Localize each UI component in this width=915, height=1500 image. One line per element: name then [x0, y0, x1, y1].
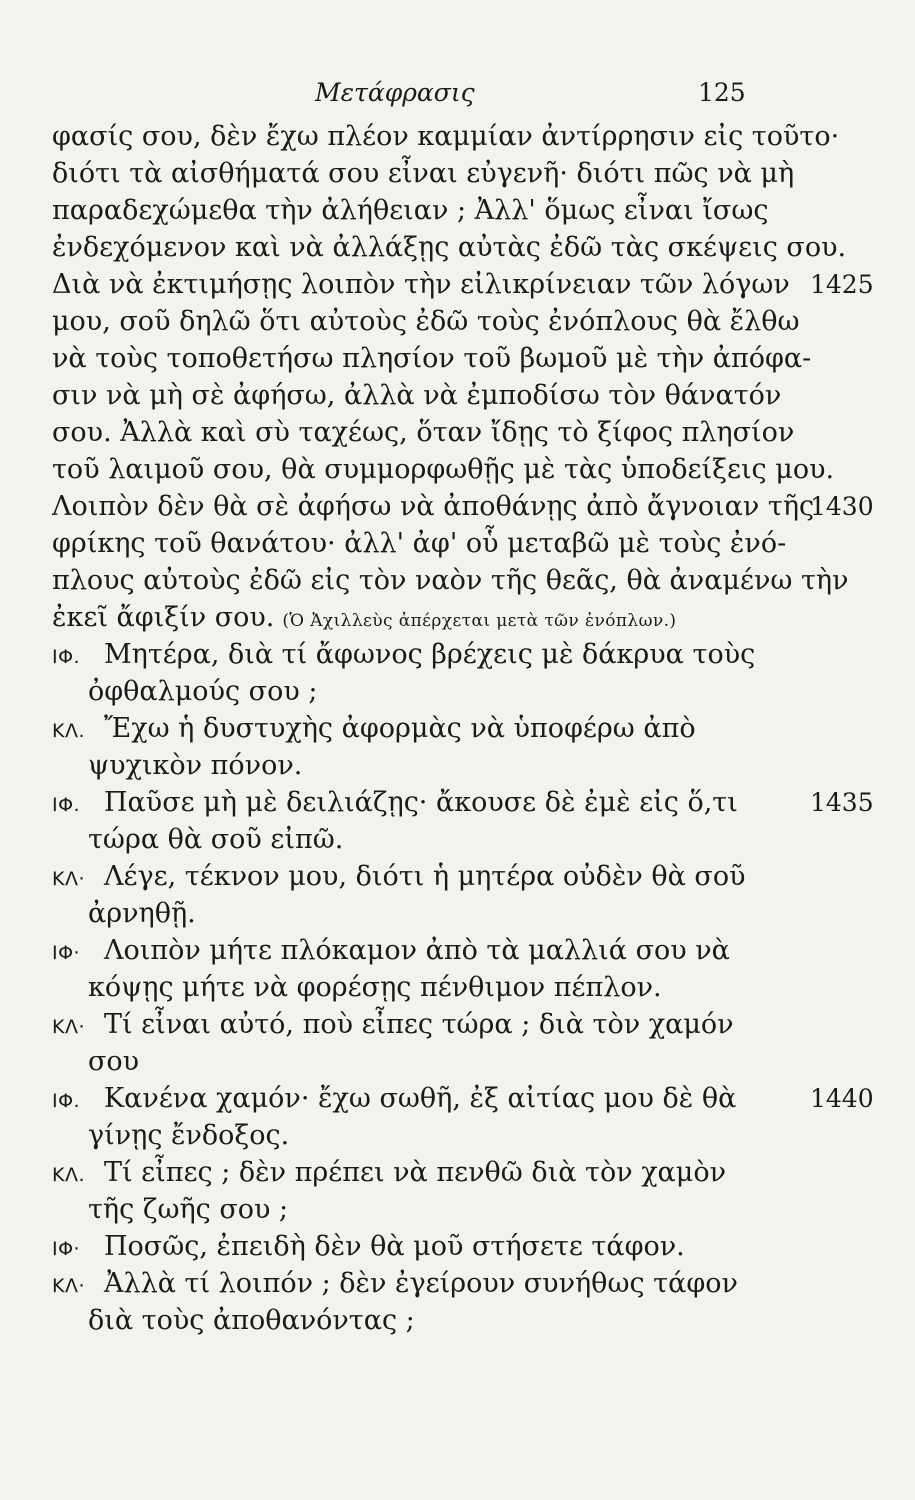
text-line — [52, 1006, 772, 1043]
line-text: τώρα θὰ σοῦ εἰπῶ. — [88, 824, 344, 855]
text-line — [52, 303, 800, 340]
speaker-label: ΚΛ· — [52, 1016, 85, 1038]
text-body — [52, 118, 874, 1339]
speaker-label: ΙΦ. — [52, 646, 81, 668]
text-line — [52, 895, 772, 932]
text-line — [52, 1191, 772, 1228]
page-header — [0, 78, 915, 118]
stage-direction: (Ὁ Ἀχιλλεὺς ἀπέρχεται μετὰ τῶν ἐνόπλων.) — [282, 611, 677, 631]
text-line — [52, 525, 787, 562]
line-text: Κανένα χαμόν· ἔχω σωθῆ, ἐξ αἰτίας μου δὲ θὰ — [104, 1083, 737, 1114]
line-text: μου, σοῦ δηλῶ ὅτι αὐτοὺς ἐδῶ τοὺς ἐνόπλους θὰ ἔλθω — [52, 306, 800, 337]
text-line — [52, 1228, 772, 1265]
text-line — [52, 932, 772, 969]
speaker-label: ΙΦ. — [52, 794, 81, 816]
line-text: διὰ τοὺς ἀποθανόντας ; — [88, 1305, 415, 1336]
speaker-label: ΙΦ. — [52, 1090, 81, 1112]
line-text: ἐνδεχόμενον καὶ νὰ ἀλλάξῃς αὐτὰς ἐδῶ τὰς σκέψεις σου. — [52, 232, 847, 263]
text-line — [52, 1154, 772, 1191]
line-text: Ἔχω ἡ δυστυχὴς ἀφορμὰς νὰ ὑποφέρω ἀπὸ — [104, 713, 696, 744]
speaker-label: ΚΛ· — [52, 868, 85, 890]
line-text: παραδεχώμεθα τὴν ἀλήθειαν ; Ἀλλ' ὅμως εἶναι ἴσως — [52, 195, 769, 226]
text-line — [52, 192, 772, 229]
text-line — [52, 858, 772, 895]
text-line — [52, 969, 772, 1006]
text-line — [52, 414, 795, 451]
text-line — [52, 1117, 772, 1154]
line-text: γίνῃς ἔνδοξος. — [88, 1120, 290, 1151]
line-number: 1425 — [810, 270, 874, 299]
line-text: πλους αὐτοὺς ἐδῶ εἰς τὸν ναὸν τῆς θεᾶς, θὰ ἀναμένω τὴν — [52, 565, 849, 596]
text-line — [52, 784, 874, 821]
text-line — [52, 1302, 772, 1339]
line-text: Τί εἶναι αὐτό, ποὺ εἶπες τώρα ; διὰ τὸν χαμόν — [104, 1009, 734, 1040]
speaker-label: ΙΦ· — [52, 942, 81, 964]
text-line — [52, 710, 772, 747]
text-line — [52, 1265, 772, 1302]
line-text: ἐκεῖ ἄφιξίν σου. — [52, 602, 275, 633]
line-text: τοῦ λαιμοῦ σου, θὰ συμμορφωθῇς μὲ τὰς ὑποδείξεις μου. — [52, 454, 835, 485]
speaker-label: ΚΛ· — [52, 1275, 85, 1297]
text-line — [52, 451, 835, 488]
line-text: σου — [88, 1046, 140, 1077]
line-text: διότι τὰ αἰσθήματά σου εἶναι εὐγενῆ· διότι πῶς νὰ μὴ — [52, 158, 795, 189]
line-text: Τί εἶπες ; δὲν πρέπει νὰ πενθῶ διὰ τὸν χαμὸν — [104, 1157, 727, 1188]
line-text: Λοιπὸν δὲν θὰ σὲ ἀφήσω νὰ ἀποθάνῃς ἀπὸ ἄγνοιαν τῆς — [52, 491, 815, 522]
line-number: 1430 — [810, 492, 874, 521]
line-number: 1440 — [810, 1084, 874, 1113]
line-text: Διὰ νὰ ἐκτιμήσῃς λοιπὸν τὴν εἰλικρίνειαν τῶν λόγων — [52, 269, 790, 300]
text-line — [52, 118, 840, 155]
running-title: Μετάφρασις — [315, 78, 475, 107]
text-line — [52, 1043, 772, 1080]
text-line — [52, 562, 849, 599]
line-text: τῆς ζωῆς σου ; — [88, 1194, 289, 1225]
line-text: Ποσῶς, ἐπειδὴ δὲν θὰ μοῦ στήσετε τάφον. — [104, 1231, 685, 1262]
text-line — [52, 340, 812, 377]
page-number: 125 — [698, 78, 746, 107]
line-text: ὀφθαλμούς σου ; — [88, 676, 318, 707]
line-text: ἀρνηθῇ. — [88, 898, 196, 929]
line-text: Παῦσε μὴ μὲ δειλιάζῃς· ἄκουσε δὲ ἐμὲ εἰς ὅ,τι — [104, 787, 738, 818]
line-text: Ἀλλὰ τί λοιπόν ; δὲν ἐγείρουν συνήθως τάφον — [104, 1268, 738, 1299]
text-line — [52, 636, 772, 673]
text-line — [52, 673, 772, 710]
text-line — [52, 821, 772, 858]
line-number: 1435 — [810, 788, 874, 817]
speaker-label: ΚΛ. — [52, 720, 85, 742]
line-text: Λέγε, τέκνον μου, διότι ἡ μητέρα οὐδὲν θὰ σοῦ — [104, 861, 746, 892]
line-text: κόψῃς μήτε νὰ φορέσῃς πένθιμον πέπλον. — [88, 972, 662, 1003]
text-line — [52, 1080, 874, 1117]
text-line — [52, 266, 874, 303]
speaker-label: ΙΦ· — [52, 1238, 81, 1260]
text-line — [52, 747, 772, 784]
text-line — [52, 229, 847, 266]
line-text: φρίκης τοῦ θανάτου· ἀλλ' ἀφ' οὗ μεταβῶ μὲ τοὺς ἐνό- — [52, 528, 787, 559]
text-line — [52, 377, 782, 414]
line-text: φασίς σου, δὲν ἔχω πλέον καμμίαν ἀντίρρησιν εἰς τοῦτο· — [52, 121, 840, 152]
line-text: Λοιπὸν μήτε πλόκαμον ἀπὸ τὰ μαλλιά σου νὰ — [104, 935, 730, 966]
line-text: σιν νὰ μὴ σὲ ἀφήσω, ἀλλὰ νὰ ἐμποδίσω τὸν θάνατόν — [52, 380, 782, 411]
line-text: ψυχικὸν πόνον. — [88, 750, 303, 781]
speaker-label: ΚΛ. — [52, 1164, 85, 1186]
line-text: σου. Ἀλλὰ καὶ σὺ ταχέως, ὅταν ἴδῃς τὸ ξίφος πλησίον — [52, 417, 795, 448]
line-text: Μητέρα, διὰ τί ἄφωνος βρέχεις μὲ δάκρυα τοὺς — [104, 639, 756, 670]
text-line — [52, 599, 772, 636]
text-line — [52, 488, 874, 525]
line-text: νὰ τοὺς τοποθετήσω πλησίον τοῦ βωμοῦ μὲ τὴν ἀπόφα- — [52, 343, 812, 374]
text-line — [52, 155, 795, 192]
